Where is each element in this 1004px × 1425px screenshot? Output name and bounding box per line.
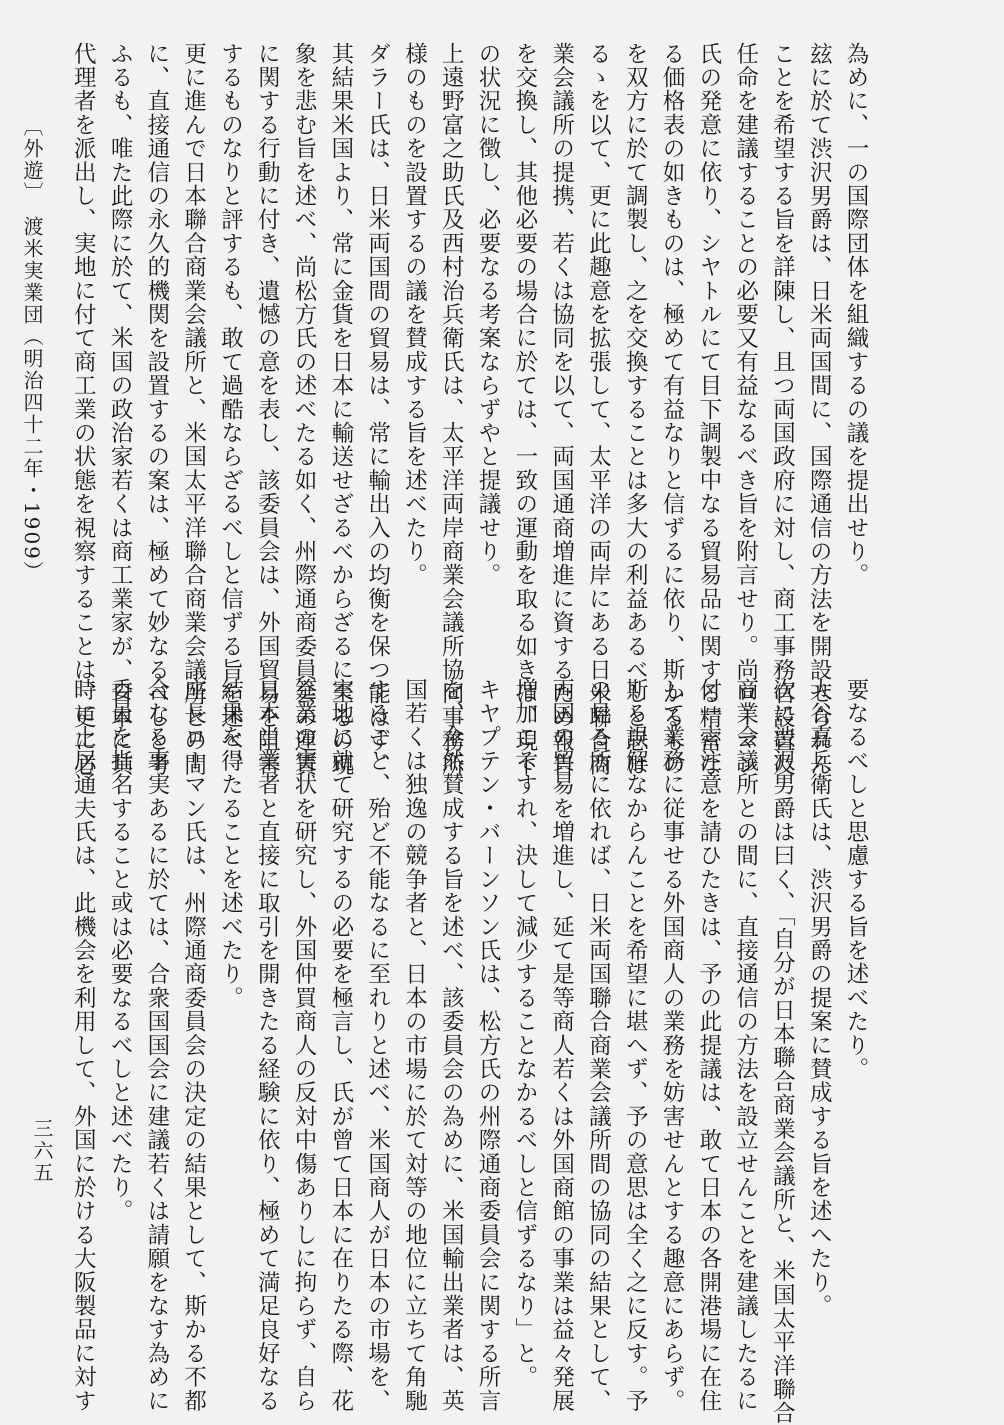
text-line: を交換し、其他必要の場合に於ては、一致の運動を取る如きは、現下 [511,42,538,777]
text-line: 上遠野富之助氏及西村治兵衛氏は、太平洋両岸商業会議所協同事務所 [438,42,465,777]
text-line: するものなりと評するも、敢て過酷ならざるべしと信ずる旨を述べ、 [217,42,244,777]
text-line: すること、殆ど不能なるに至れりと述べ、米国商人が日本の市場を、 [364,678,391,1413]
text-line: 付一言注意を請ひたきは、予の此提議は、敢て日本の各開港場に在住 [695,678,722,1413]
text-line: 斯る誤解なからんことを希望に堪へず、予の意思は全く之に反す。予 [622,678,649,1413]
text-line: の状況に徴し、必要なる考案ならずやと提議せり。 [475,42,502,588]
page-number: 三六五 [30,1118,54,1184]
text-line: 座長ローマン氏は、州際通商委員会の決定の結果として、斯かる不都 [180,678,207,1413]
text-line: を、全然賛成する旨を述べ、該委員会の為めに、米国輸出業者は、英 [438,678,465,1413]
text-line: 其結果米国より、常に金貨を日本に輸送せざるべからざるに至るの現 [327,42,354,777]
text-line: を双方に於て調製し、之を交換することは多大の利益あるべしと思は [622,42,649,777]
text-line: 更に進んで日本聯合商業会議所と、米国太平洋聯合商業会議所との間 [180,42,207,777]
text-line: 時に土居通夫氏は、此機会を利用して、外国に於ける大阪製品に対す [70,678,97,1413]
text-line: に関する行動に付き、遺憾の意を表し、該委員会は、外国貿易を阻害 [254,42,281,777]
text-line: 大谷嘉兵衛氏は、渋沢男爵の提案に賛成する旨を述へたり。 [806,678,833,1318]
text-line: の見る所に依れば、日米両国聯合商業会議所間の協同の結果として、 [585,678,612,1413]
text-line: 日本当業者と直接に取引を開きたる経験に依り、極めて満足良好なる [254,678,281,1413]
text-line: キヤプテン・バーンソン氏は、松方氏の州際通商委員会に関する所言 [475,678,502,1413]
upper-text-block [64,42,874,777]
text-line: 商業会議所との間に、直接通信の方法を設立せんことを建議したるに [732,678,759,1413]
text-line: るゝを以て、更に此趣意を拡張して、太平洋の両岸にある日米聯合商 [585,42,612,777]
text-line: 為めに、一の国際団体を組織するの議を提出せり。 [843,42,869,588]
text-line: 結果を得たることを述べたり。 [217,678,244,1010]
text-line: して業務に従事せる外国商人の業務を妨害せんとする趣意にあらず。 [659,678,686,1413]
text-line: 任命を建議することの必要又有益なるべき旨を附言せり。尚ローマン [732,42,759,777]
text-line: 要なるべしと思慮する旨を述べたり。 [843,678,869,1081]
text-line: 象を悲む旨を述べ、尚松方氏の述べたる如く、州際通商委員会の運賃 [291,42,318,777]
text-line: 業会議所の提携、若くは協同を以て、両国通商増進に資するため報告 [548,42,575,777]
text-line: 玆に於て渋沢男爵は、日米両国間に、国際通信の方法を開設せられん [806,42,833,777]
text-line: 実地に就て研究するの必要を極言し、氏が曾て日本に在りたる際、花 [327,678,354,1413]
text-line: 合なる事実あるに於ては、合衆国国会に建議若くは請願をなす為めに [143,678,170,1413]
text-line: 代理者を派出し、実地に付て商工業の状態を視察することは、更に必 [70,42,97,777]
text-line: る価格表の如きものは、極めて有益なりと信ずるに依り、斯かるもの [659,42,686,777]
text-line: 筵業の実状を研究し、外国仲買商人の反対中傷ありしに拘らず、自ら [291,678,318,1413]
text-line: に、直接通信の永久的機関を設置するの案は、極めて妙なるべしと考 [143,42,170,777]
text-line: 増加こそすれ、決して減少することなかるべしと信ずるなり」と。 [511,678,538,1389]
text-line: 氏の発意に依り、シヤトルにて目下調製中なる貿易品に関する精密な [695,42,722,777]
text-line: ふるも、唯た此際に於て、米国の政治家若くは商工業家が、日本に其 [107,42,134,777]
lower-text-block [64,678,874,1425]
text-line: ことを希望する旨を詳陳し、且つ両国政府に対し、商工事務官設置及 [769,42,796,777]
text-line: 次に渋沢男爵は曰く、「自分が日本聯合商業会議所と、米国太平洋聯合 [769,678,796,1425]
text-line: 両国の貿易を増進し、延て是等商人若くは外国商館の事業は益々発展 [548,678,575,1413]
text-line: ダラー氏は、日米両国間の貿易は、常に輸出入の均衡を保つ能はず、 [364,42,391,777]
text-line: 様のものを設置するの議を賛成する旨を述べたり。 [401,42,428,588]
text-line: 委員を指名すること或は必要なるべしと述べたり。 [107,678,134,1224]
text-line: 国若くは独逸の競争者と、日本の市場に於て対等の地位に立ちて角馳 [401,678,428,1413]
running-header: 〔外遊〕 渡米実業団（明治四十二年・1909） [20,116,44,583]
